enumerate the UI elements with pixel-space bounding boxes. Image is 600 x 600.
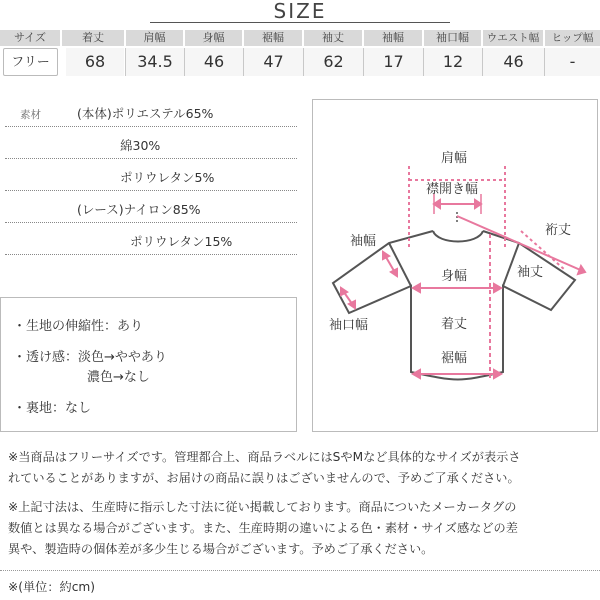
sheerness-property: ・透け感：淡色→ややあり <box>13 350 167 365</box>
header-sleeve-width: 袖幅 <box>364 30 422 46</box>
size-table <box>0 30 600 76</box>
material-line: (本体)ポリエステル65% <box>77 106 214 121</box>
header-sleeve-length: 袖丈 <box>304 30 362 46</box>
header-length: 着丈 <box>62 30 124 46</box>
header-size: サイズ <box>0 30 60 46</box>
label-cuff: 袖口幅 <box>329 318 369 333</box>
header-cuff-width: 袖口幅 <box>424 30 481 46</box>
dotted-rule <box>5 222 297 223</box>
dotted-rule <box>5 254 297 255</box>
garment-diagram <box>312 99 598 432</box>
material-label: 素材 <box>20 109 41 121</box>
cell-waist: 46 <box>483 48 544 76</box>
header-shoulder: 肩幅 <box>126 30 183 46</box>
label-shoulder: 肩幅 <box>441 151 468 166</box>
header-hem-width: 裾幅 <box>244 30 302 46</box>
note-line: ※当商品はフリーサイズです。管理都合上、商品ラベルにはSやMなど具体的なサイズが表示さ <box>8 450 521 464</box>
arrow-head <box>383 252 389 259</box>
title-underline <box>150 22 450 23</box>
cell-sleeve-length: 62 <box>304 48 363 76</box>
cell-length: 68 <box>66 48 124 76</box>
label-sleeve-to-neck: 裄丈 <box>545 223 572 238</box>
arrow-head <box>494 284 501 292</box>
arrow-head <box>494 370 501 378</box>
cell-body-width: 46 <box>185 48 243 76</box>
arrow-head <box>434 200 440 208</box>
label-body-width: 身幅 <box>441 269 468 284</box>
cell-hip: - <box>545 48 600 76</box>
label-sleeve-width: 袖幅 <box>350 234 377 249</box>
label-sleeve-length: 袖丈 <box>517 265 544 280</box>
arrow-head <box>413 370 420 378</box>
arrow-head <box>578 266 585 274</box>
cell-sleeve-width: 17 <box>364 48 423 76</box>
material-line: ポリウレタン15% <box>130 234 233 249</box>
dotted-rule <box>5 158 297 159</box>
note-line: ※上記寸法は、生産時に指示した寸法に従い掲載しております。商品についたメーカータグの <box>8 500 517 514</box>
arrow-head <box>475 200 481 208</box>
row-label-free: フリー <box>3 48 58 76</box>
label-length: 着丈 <box>441 317 468 332</box>
note-line: れていることがありますが、お届けの商品に誤りはございませんので、予めご了承ください。 <box>8 471 520 485</box>
size-title: SIZE <box>273 0 327 23</box>
sheerness-dark: 濃色→なし <box>87 370 150 385</box>
material-line: ポリウレタン5% <box>120 170 215 185</box>
material-line: 綿30% <box>120 138 161 153</box>
cell-hem-width: 47 <box>244 48 303 76</box>
cell-cuff-width: 12 <box>424 48 482 76</box>
header-waist: ウエスト幅 <box>483 30 543 46</box>
label-hem: 裾幅 <box>441 351 468 366</box>
dotted-rule <box>5 126 297 127</box>
lining-property: ・裏地：なし <box>13 401 92 416</box>
stretch-property: ・生地の伸縮性：あり <box>13 319 144 334</box>
arrow-head <box>413 284 420 292</box>
note-line: 異や、製造時の個体差が多少生じる場合がございます。予めご了承ください。 <box>8 542 434 556</box>
unit-note: ※(単位：約cm) <box>8 580 96 594</box>
note-line: 数値とは異なる場合がございます。また、生産時期の違いによる色・素材・サイズ感などの差 <box>8 521 518 535</box>
fabric-properties-box <box>0 297 297 432</box>
header-body-width: 身幅 <box>185 30 242 46</box>
dotted-rule <box>0 570 600 571</box>
label-neck: 襟開き幅 <box>426 182 479 197</box>
arrow-head <box>391 269 397 276</box>
header-hip: ヒップ幅 <box>545 30 600 46</box>
material-line: (レース)ナイロン85% <box>77 202 201 217</box>
cell-shoulder: 34.5 <box>126 48 184 76</box>
dotted-rule <box>5 190 297 191</box>
garment-diagram-svg <box>313 100 599 433</box>
